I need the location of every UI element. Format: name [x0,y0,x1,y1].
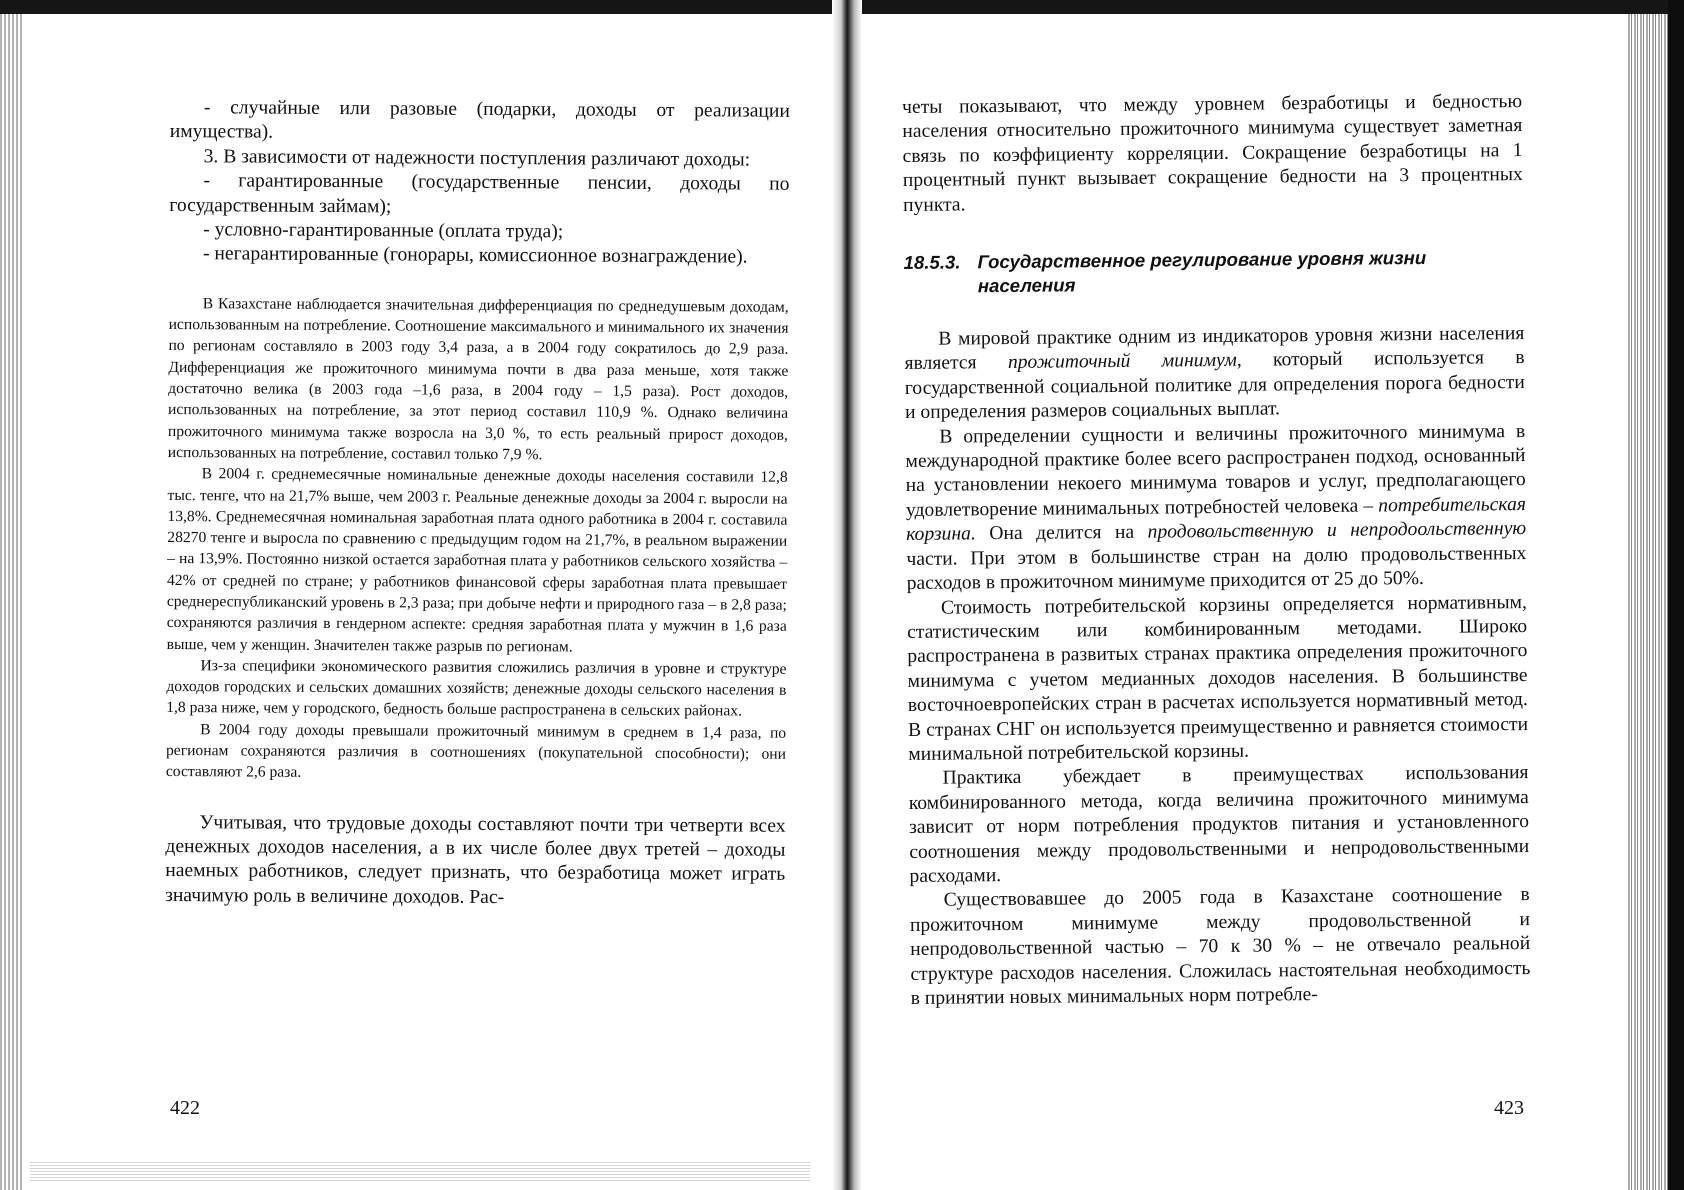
right-body [904,322,1531,1011]
body-paragraph: четы показывают, что между уровнем безработицы и бедностью населения относительно прожиточного минимума существует заметная связь по коэффициенту корреляции. Сокращение безработицы на 1 процентный пункт вызывает сокращение бедности на 3 процентных пункта. [902,91,1523,216]
bottom-page-edges [30,1162,810,1182]
kazakhstan-box [166,293,789,787]
section-heading [903,245,1523,298]
list-item-random: - случайные или разовые (подарки, доходы от реализации имущества). [169,97,790,144]
right-page [902,90,1531,1011]
body-paragraph: В мировой практике одним из индикаторов уровня жизни населения является прожиточный минимум, который используется в государственной социальной политике для определения порога бедности и определения размеров социальных выплат. [904,323,1525,424]
box-paragraph: В 2004 г. среднемесячные номинальные денежные доходы населения составили 12,8 тыс. тенге, что на 21,7% выше, чем 2003 г. Реальные денежные доходы за 2004 г. выросли на 13,8%. Среднемесячная номинальная заработная плата одного работника в 2004 г. составила 28270 тенге и выросла по сравнению с предыдущим годом на 21,7%, в реальном выражении – на 13,9%. Постоянно низкой остается заработная плата у работников сельского хозяйства – 42% от средней по стране; у работников финансовой сферы заработная плата превышает среднереспубликанский уровень в 2,3 раза; при добыче нефти и природного газа – в 2,8 раза; сохраняются различия в гендерном аспекте: средняя заработная плата у мужчин в 1,6 раза выше, чем у женщин. Значителен также разрыв по регионам. [166,465,788,656]
list-item-guaranteed: - гарантированные (государственные пенсии, доходы по государственным займам); [169,170,790,217]
body-paragraph: В определении сущности и величины прожиточного минимума в международной практике более всего распространен подход, основанный на установлении некоего минимума товаров и услуг, предполагающего удовлетворение минимальных потребностей человека – потребительская корзина. Она делится на продовольственную и непродоольственную части. При этом в большинстве стран на долю продовольственных расходов в прожиточном минимуме приходится от 25 до 50%. [905,420,1527,595]
page-number-left: 422 [170,1097,200,1119]
box-paragraph: В Казахстане наблюдается значительная дифференциация по среднедушевым доходам, использованным на потребление. Соотношение максимального и минимального их значения по регионам составляло в 2003 году 3,4 раза, а в 2004 году сократилось до 2,9 раза. Дифференциация же прожиточного минимума почти в два раза меньше, хотя также достаточно велика (в 2003 года –1,6 раза, в 2004 году – 1,5 раза). Рост доходов, использованных на потребление, за этот период составил 110,9 %. Однако величина прожиточного минимума также возросла на 3,0 %, то есть реальный прирост доходов, использованных на потребление, составил только 7,9 %. [167,295,789,464]
book-spine [832,0,862,1190]
box-paragraph: В 2004 году доходы превышали прожиточный минимум в среднем в 1,4 раза, по регионам сохраняются различия в соотношениях (покупательной способности); они составляют 2,6 раза. [165,720,787,782]
scan-right-border [1668,0,1684,1190]
body-paragraph: Существовавшее до 2005 года в Казахстане соотношение в прожиточном минимуме между продовольственной и непродовольственной частью – 70 к 30 % – не отвечало реальной структуре расходов населения. Сложилась настоятельная необходимость в принятии новых минимальных норм потребле- [909,884,1531,1009]
left-page [165,96,790,912]
section-title-line2: населения [977,273,1076,296]
list-item-conditional: - условно-гарантированные (оплата труда); [203,219,564,243]
body-paragraph: Учитывая, что трудовые доходы составляют почти три четверти всех денежных доходов населения, а в их числе более двух третей – доходы наемных работников, следует признать, что безработица может играть значимую роль в величине доходов. Рас- [165,811,786,908]
list-heading-reliability: 3. В зависимости от надежности поступления различают доходы: [203,146,751,171]
left-top-list [169,96,790,271]
section-title-line1: Государственное регулирование уровня жизни [977,247,1427,273]
page-number-right: 423 [1494,1097,1524,1119]
left-page-edges [0,14,22,1190]
right-top-text [902,90,1523,218]
list-item-nonguaranteed: - негарантированные (гонорары, комиссионное вознаграждение). [202,243,748,268]
body-paragraph: Стоимость потребительской корзины определяется нормативным, статистическим или комбинированным методами. Широко распространена в развитых странах практика определения прожиточного минимума с учетом медианных доходов населения. В большинстве восточноевропейских стран в расчетах используется нормативный метод. В странах СНГ он используется преимущественно и равняется стоимости минимальной потребительской корзины. [907,591,1529,765]
section-number: 18.5.3. [903,251,961,274]
left-bottom-text [165,811,786,912]
box-paragraph: Из-за специфики экономического развития сложились различия в уровне и структуре доходов городских и сельских домашних хозяйств; денежные доходы сельского населения в 1,8 раза ниже, чем у городского, бедность больше распространена в сельских районах. [166,657,787,720]
body-paragraph: Практика убеждает в преимуществах использования комбинированного метода, когда величина прожиточного минимума зависит от норм потребления продуктов питания и установленного соотношения между продовольственными и непродовольственными расходами. [908,762,1530,887]
